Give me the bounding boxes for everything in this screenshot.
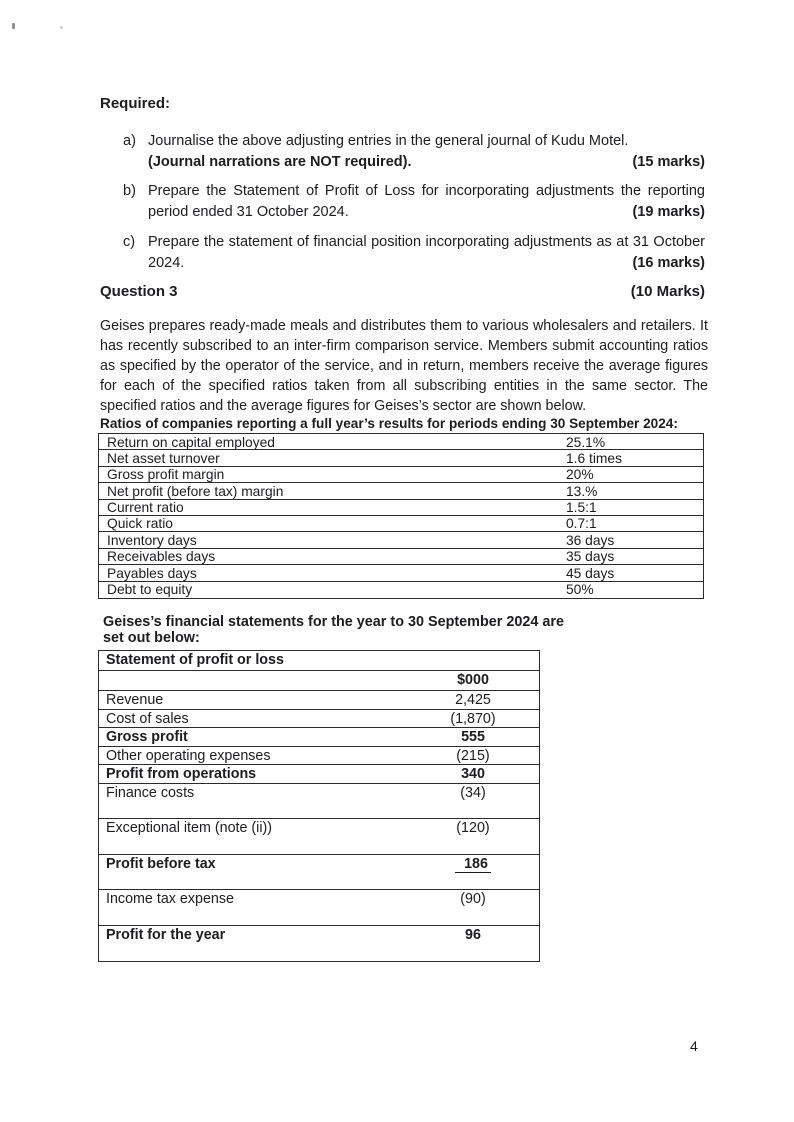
- fin-label: Cost of sales: [106, 710, 189, 727]
- profit-or-loss-table: [98, 650, 540, 962]
- ratio-row: [99, 483, 703, 499]
- fin-label: Finance costs: [106, 784, 195, 801]
- fin-row: [99, 784, 539, 820]
- fin-row: [99, 710, 539, 729]
- table-title-row: [99, 651, 539, 671]
- question3-marks: (10 Marks): [630, 283, 705, 300]
- ratio-value: 25.1%: [566, 434, 606, 450]
- item-a-line2-bold: (Journal narrations are NOT required).: [148, 153, 412, 170]
- fin-label: Exceptional item (note (ii)): [106, 820, 273, 836]
- question3-heading-row: [100, 283, 705, 300]
- ratio-row: [99, 565, 703, 581]
- fin-label: Profit for the year: [106, 926, 226, 943]
- ratio-value: 0.7:1: [566, 516, 597, 532]
- fin-label: Revenue: [106, 692, 164, 708]
- ratio-label: Inventory days: [107, 532, 197, 548]
- ratio-value: 20%: [566, 467, 594, 483]
- ratio-row: [99, 434, 703, 450]
- ratio-row: [99, 549, 703, 565]
- fin-value: (90): [460, 891, 486, 907]
- fin-row: [99, 890, 539, 926]
- page-number: 4: [690, 1038, 698, 1054]
- item-letter: b): [123, 183, 136, 199]
- fin-value: 2,425: [455, 692, 491, 708]
- fin-row: [99, 855, 539, 891]
- fin-value: 96: [465, 926, 481, 943]
- ratio-label: Quick ratio: [107, 516, 173, 532]
- fin-value: 555: [461, 729, 485, 745]
- item-letter: c): [123, 234, 136, 250]
- currency-header: $000: [457, 672, 489, 688]
- ratio-value: 13.%: [566, 483, 598, 499]
- ratio-label: Current ratio: [107, 500, 184, 516]
- fin-value: (34): [460, 784, 486, 801]
- ratio-label: Gross profit margin: [107, 467, 225, 483]
- fin-row: [99, 728, 539, 747]
- ratio-row: [99, 532, 703, 548]
- required-item-b: [123, 181, 705, 222]
- ratio-row: [99, 500, 703, 516]
- item-c-text: Prepare the statement of financial position incorporating adjustments as at 31 October 2024.: [148, 234, 705, 271]
- scan-speck: [12, 23, 15, 29]
- fin-row: [99, 926, 539, 962]
- item-letter: a): [123, 133, 136, 149]
- fin-row: [99, 691, 539, 710]
- item-b-text: Prepare the Statement of Profit of Loss for incorporating adjustments the reporting period ended 31 October 2024.: [148, 183, 705, 220]
- ratio-value: 35 days: [566, 549, 615, 565]
- fin-label: Income tax expense: [106, 891, 234, 907]
- ratio-row: [99, 582, 703, 598]
- fin-value: (215): [456, 747, 490, 764]
- ratio-label: Receivables days: [107, 549, 216, 565]
- fin-label: Profit before tax: [106, 855, 216, 872]
- fin-label: Profit from operations: [106, 766, 257, 782]
- financials-heading: Geises’s financial statements for the year to 30 September 2024 are set out below:: [103, 614, 564, 646]
- item-a-marks: (15 marks): [632, 153, 705, 170]
- currency-header-row: [99, 671, 539, 691]
- fin-label: Gross profit: [106, 729, 188, 745]
- fin-value: (120): [456, 820, 490, 836]
- ratio-label: Net profit (before tax) margin: [107, 483, 284, 499]
- ratio-value: 45 days: [566, 565, 615, 581]
- question3-heading: Question 3: [100, 283, 178, 300]
- fin-value: 186: [407, 855, 539, 890]
- ratio-value: 1.6 times: [566, 450, 622, 466]
- item-a-line1: Journalise the above adjusting entries in the general journal of Kudu Motel.: [148, 133, 629, 149]
- ratios-table-heading: Ratios of companies reporting a full year’s results for periods ending 30 September 2024:: [100, 416, 678, 431]
- fin-row: [99, 819, 539, 855]
- fin-row: [99, 747, 539, 766]
- fin-value: 340: [461, 766, 485, 782]
- ratio-row: [99, 467, 703, 483]
- item-b-marks: (19 marks): [626, 202, 705, 223]
- ratio-value: 36 days: [566, 532, 615, 548]
- ratio-row: [99, 516, 703, 532]
- fin-row: [99, 765, 539, 784]
- question3-intro-paragraph: Geises prepares ready-made meals and distributes them to various wholesalers and retailers. It has recently subscribed to an inter-firm comparison service. Members submit accounting ratios as specified by the operator of the service, and in return, members receive the average figures for each of the specified ratios taken from all subscribing entities in the same sector. The specified ratios and the average figures for Geises’s sector are shown below.: [100, 318, 708, 414]
- ratio-value: 1.5:1: [566, 500, 597, 516]
- ratios-table: [98, 433, 704, 599]
- required-item-c: [123, 232, 705, 273]
- ratio-value: 50%: [566, 582, 594, 598]
- ratio-row: [99, 450, 703, 466]
- empty-cell: [99, 671, 407, 690]
- fin-rows: [99, 691, 539, 961]
- required-heading: Required:: [100, 95, 171, 112]
- required-item-a: [123, 131, 705, 172]
- ratio-label: Net asset turnover: [107, 450, 220, 466]
- item-c-marks: (16 marks): [626, 253, 705, 274]
- table-title: Statement of profit or loss: [106, 652, 284, 668]
- ratio-label: Debt to equity: [107, 582, 193, 598]
- ratio-label: Return on capital employed: [107, 434, 275, 450]
- scan-speck: [60, 26, 63, 29]
- ratio-label: Payables days: [107, 565, 197, 581]
- fin-label: Other operating expenses: [106, 747, 271, 764]
- fin-value: (1,870): [450, 710, 496, 727]
